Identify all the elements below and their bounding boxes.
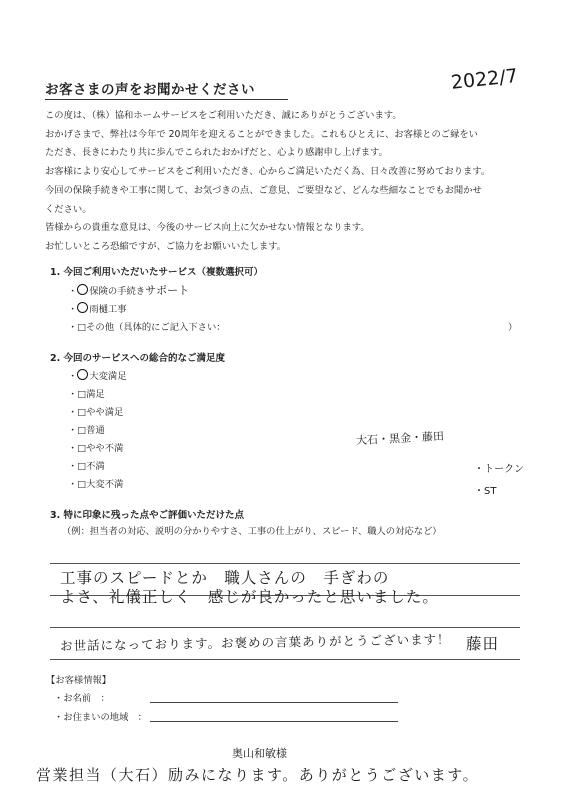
handwritten-signature: 藤田 xyxy=(466,635,500,653)
q1-other-close-paren: ） xyxy=(508,322,518,333)
area-field[interactable] xyxy=(150,721,398,722)
q1-option-other[interactable]: ・□その他（具体的にご記入下さい： xyxy=(68,322,226,333)
customer-info-heading: 【お客様情報】 xyxy=(46,675,112,686)
checked-circle-mark xyxy=(77,284,88,295)
checked-circle-mark xyxy=(77,369,88,380)
handwritten-sales-note: 営業担当（大石）励みになります。ありがとうございます。 xyxy=(36,766,480,784)
answer-line xyxy=(50,627,520,628)
intro-line: この度は、（株）協和ホームサービスをご利用いただき、誠にありがとうございます。 xyxy=(45,110,402,121)
question-3-example: （例：担当者の対応、説明の分かりやすさ、工事の仕上がり、スピード、職人の対応など） xyxy=(62,526,442,537)
handwritten-date: 2022/7 xyxy=(450,65,519,94)
q2-option-very-dissatisfied[interactable]: ・□大変不満 xyxy=(68,479,124,490)
handwritten-reply: お世話になっております。お褒めの言葉ありがとうございます！ xyxy=(59,631,451,654)
handwritten-staff-names: 大石・黒金・藤田 xyxy=(355,429,445,448)
q2-option-satisfied[interactable]: ・□満足 xyxy=(68,389,105,400)
intro-line: 皆様からの貴重な意見は、今後のサービス向上に欠かせない情報となります。 xyxy=(45,222,370,234)
intro-paragraph xyxy=(45,107,535,257)
question-2-title: 2. 今回のサービスへの総合的なご満足度 xyxy=(50,353,226,364)
intro-line: ただき、長きにわたり共に歩んでこられたおかげだと、心より感謝申し上げます。 xyxy=(45,147,388,159)
q1-option-label: 保険の手続き xyxy=(89,286,146,297)
area-label: ・お住まいの地域 ： xyxy=(54,712,147,723)
q2-option-label: 普通 xyxy=(86,425,105,436)
q2-option-label: 大変満足 xyxy=(89,371,127,382)
q2-option-label: 満足 xyxy=(86,389,105,400)
q2-option-label: 不満 xyxy=(86,461,105,472)
q1-option-insurance[interactable]: ・ 保険の手続きサポート xyxy=(68,284,190,297)
handwritten-customer-name: 奥山和敏様 xyxy=(232,747,287,760)
page-title: お客さまの声をお聞かせください xyxy=(45,82,255,98)
answer-line xyxy=(50,659,520,660)
intro-line: おかげさまで、弊社は今年で 20周年を迎えることができました。これもひとえに、お客様とのご縁をい xyxy=(45,128,478,140)
q2-option-dissatisfied[interactable]: ・□不満 xyxy=(68,461,105,472)
q2-option-label: やや不満 xyxy=(86,443,124,454)
q2-option-somewhat-dissatisfied[interactable]: ・□やや不満 xyxy=(68,443,124,454)
title-underline xyxy=(45,99,288,100)
q2-option-somewhat-satisfied[interactable]: ・□やや満足 xyxy=(68,407,124,418)
intro-line: お忙しいところ恐縮ですが、ご協力をお願いいたします。 xyxy=(45,240,286,252)
question-3-title: 3. 特に印象に残った点やご評価いただけた点 xyxy=(50,510,245,521)
handwritten-note: ・ST xyxy=(474,486,497,497)
answer-line xyxy=(50,563,520,564)
name-field[interactable] xyxy=(150,702,398,703)
q1-option-gutter[interactable]: ・ 雨樋工事 xyxy=(68,304,127,315)
handwritten-answer-line: 工事のスピードとか 職人さんの 手ぎわの xyxy=(60,569,390,587)
q2-option-label: 大変不満 xyxy=(86,479,124,490)
handwritten-note: ・トークン xyxy=(474,464,524,475)
q2-option-neutral[interactable]: ・□普通 xyxy=(68,425,105,436)
name-label: ・お名前 ： xyxy=(54,693,110,704)
intro-line: お客様により安心してサービスをご利用いただき、心からご満足いただく為、日々改善に努めております。 xyxy=(45,166,491,178)
q1-option-label: 雨樋工事 xyxy=(89,304,127,315)
question-1-title: 1. 今回ご利用いただいたサービス（複数選択可） xyxy=(50,267,264,278)
q2-option-very-satisfied[interactable]: ・ 大変満足 xyxy=(68,371,127,382)
intro-line: ください。 xyxy=(45,203,92,215)
handwritten-note: サポート xyxy=(145,284,190,297)
q1-option-label: その他（具体的にご記入下さい： xyxy=(86,322,226,333)
intro-line: 今回の保険手続きや工事に関して、お気づきの点、ご意見、ご要望など、どんな些細なことでもお聞かせ xyxy=(45,184,482,196)
handwritten-answer-line: よさ、礼儀正しく 感じが良かったと思いました。 xyxy=(60,588,439,606)
q2-option-label: やや満足 xyxy=(86,407,124,418)
checked-circle-mark xyxy=(77,302,88,313)
